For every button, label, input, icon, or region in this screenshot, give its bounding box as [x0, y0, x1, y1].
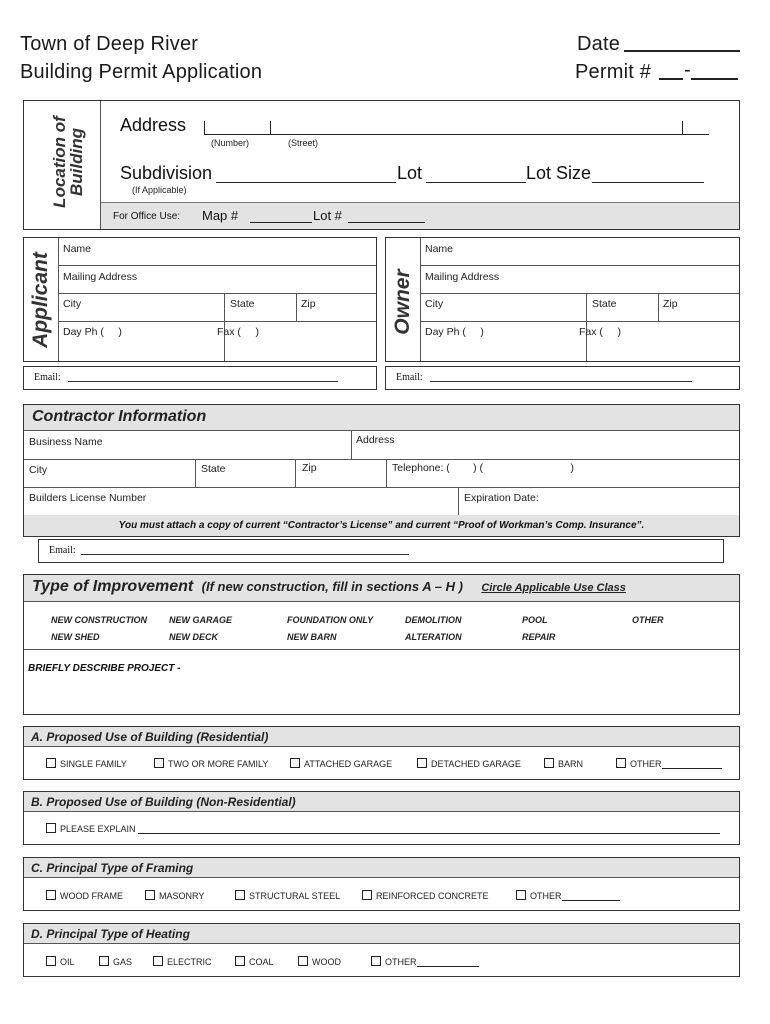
applicant-state-field[interactable]: State [230, 298, 255, 310]
owner-zip-field[interactable]: Zip [663, 298, 678, 310]
owner-email-field[interactable] [430, 371, 692, 382]
applicant-section [23, 237, 377, 362]
applicant-mailing-field[interactable]: Mailing Address [63, 271, 138, 283]
location-side-label: Location of [50, 116, 69, 208]
date-label: Date [577, 33, 621, 55]
describe-project-label: BRIEFLY DESCRIBE PROJECT - [28, 663, 181, 674]
contractor-email-field[interactable] [81, 544, 409, 555]
section-c [23, 857, 740, 911]
business-name-field[interactable]: Business Name [29, 436, 103, 448]
improvement-subtitle: (If new construction, fill in sections A – H ) [201, 579, 463, 594]
building-side-label: Building [67, 128, 86, 196]
checkbox-wood[interactable]: WOOD [298, 956, 341, 967]
checkbox-icon [616, 758, 626, 768]
owner-city-field[interactable]: City [425, 298, 444, 310]
owner-mailing-field[interactable]: Mailing Address [425, 271, 500, 283]
owner-fax-field[interactable]: Fax ( ) [579, 326, 621, 338]
checkbox-icon [153, 956, 163, 966]
applicant-email-field[interactable] [68, 371, 338, 382]
contractor-email-box [38, 539, 724, 563]
date-field[interactable] [624, 34, 740, 52]
number-caption: (Number) [211, 138, 250, 148]
checkbox-please-explain[interactable]: PLEASE EXPLAIN [46, 823, 720, 834]
checkbox-icon [371, 956, 381, 966]
opt-alteration[interactable]: ALTERATION [405, 632, 462, 642]
applicant-phone-field[interactable]: Day Ph ( ) [63, 326, 122, 338]
office-lot-field[interactable] [348, 209, 425, 223]
section-d-title: D. Principal Type of Heating [24, 924, 739, 944]
office-use-label: For Office Use: [113, 211, 181, 222]
improvement-header [24, 575, 739, 602]
location-section [23, 100, 740, 230]
checkbox-icon [362, 890, 372, 900]
opt-demolition[interactable]: DEMOLITION [405, 615, 462, 625]
owner-email-label: Email: [396, 372, 423, 383]
circle-use-class-label: Circle Applicable Use Class [481, 582, 626, 594]
contractor-section [23, 404, 740, 537]
subdivision-label: Subdivision [120, 163, 213, 183]
section-b-title: B. Proposed Use of Building (Non-Residential) [24, 792, 739, 812]
checkbox-icon [235, 890, 245, 900]
checkbox-detached-garage[interactable]: DETACHED GARAGE [417, 758, 521, 769]
subdivision-field[interactable] [216, 165, 396, 183]
section-a [23, 726, 740, 780]
if-applicable-caption: (If Applicable) [132, 185, 187, 195]
opt-repair[interactable]: REPAIR [522, 632, 556, 642]
permit-number-field-2[interactable] [691, 62, 738, 80]
applicant-name-field[interactable]: Name [63, 243, 92, 255]
checkbox-oil[interactable]: OIL [46, 956, 75, 967]
opt-new-shed[interactable]: NEW SHED [51, 632, 100, 642]
checkbox-structural-steel[interactable]: STRUCTURAL STEEL [235, 890, 340, 901]
checkbox-barn[interactable]: BARN [544, 758, 583, 769]
opt-new-barn[interactable]: NEW BARN [287, 632, 337, 642]
applicant-zip-field[interactable]: Zip [301, 298, 316, 310]
permit-number-field-1[interactable] [659, 62, 683, 80]
checkbox-wood-frame[interactable]: WOOD FRAME [46, 890, 123, 901]
checkbox-icon [417, 758, 427, 768]
checkbox-other-residential[interactable]: OTHER [616, 758, 722, 769]
checkbox-gas[interactable]: GAS [99, 956, 132, 967]
opt-new-deck[interactable]: NEW DECK [169, 632, 218, 642]
map-field[interactable] [250, 209, 312, 223]
license-notice: You must attach a copy of current “Contractor’s License” and current “Proof of Workman’s Comp. Insurance”. [24, 515, 739, 536]
checkbox-icon [290, 758, 300, 768]
checkbox-icon [235, 956, 245, 966]
applicant-side-label: Applicant [29, 252, 52, 348]
checkbox-icon [46, 758, 56, 768]
section-b [23, 791, 740, 845]
checkbox-icon [99, 956, 109, 966]
owner-side-label: Owner [391, 269, 414, 335]
applicant-fax-field[interactable]: Fax ( ) [217, 326, 259, 338]
owner-state-field[interactable]: State [592, 298, 617, 310]
permit-separator: - [684, 59, 691, 81]
applicant-email-label: Email: [34, 372, 61, 383]
town-title: Town of Deep River [20, 33, 199, 55]
opt-new-construction[interactable]: NEW CONSTRUCTION [51, 615, 147, 625]
checkbox-other-heating[interactable]: OTHER [371, 956, 479, 967]
checkbox-icon [544, 758, 554, 768]
checkbox-attached-garage[interactable]: ATTACHED GARAGE [290, 758, 392, 769]
checkbox-icon [154, 758, 164, 768]
checkbox-icon [46, 890, 56, 900]
opt-new-garage[interactable]: NEW GARAGE [169, 615, 232, 625]
contractor-email-label: Email: [49, 545, 76, 556]
permit-label: Permit # [575, 61, 652, 83]
expiration-date-field[interactable]: Expiration Date: [464, 492, 539, 504]
contractor-city-field[interactable]: City [29, 464, 48, 476]
improvement-title: Type of Improvement [32, 578, 194, 595]
owner-name-field[interactable]: Name [425, 243, 454, 255]
checkbox-other-framing[interactable]: OTHER [516, 890, 620, 901]
checkbox-icon [46, 823, 56, 833]
checkbox-icon [516, 890, 526, 900]
section-c-title: C. Principal Type of Framing [24, 858, 739, 878]
lot-size-label: Lot Size [526, 163, 592, 183]
opt-other[interactable]: OTHER [632, 615, 664, 625]
applicant-email-box [23, 366, 377, 390]
address-label: Address [120, 115, 187, 135]
checkbox-icon [298, 956, 308, 966]
address-field[interactable] [204, 121, 709, 135]
contractor-state-field[interactable]: State [201, 463, 226, 475]
contractor-telephone-field[interactable]: Telephone: ( ) ( ) [392, 462, 575, 474]
checkbox-reinforced-concrete[interactable]: REINFORCED CONCRETE [362, 890, 489, 901]
checkbox-electric[interactable]: ELECTRIC [153, 956, 212, 967]
street-caption: (Street) [288, 138, 319, 148]
owner-phone-field[interactable]: Day Ph ( ) [425, 326, 484, 338]
section-a-title: A. Proposed Use of Building (Residential) [24, 727, 739, 747]
checkbox-icon [145, 890, 155, 900]
checkbox-single-family[interactable]: SINGLE FAMILY [46, 758, 127, 769]
contractor-title: Contractor Information [24, 405, 739, 431]
contractor-zip-field[interactable]: Zip [302, 462, 317, 474]
applicant-city-field[interactable]: City [63, 298, 82, 310]
office-use-strip [101, 202, 739, 229]
owner-section [385, 237, 740, 362]
opt-foundation-only[interactable]: FOUNDATION ONLY [287, 615, 374, 625]
section-d [23, 923, 740, 977]
office-lot-label: Lot # [313, 208, 342, 223]
owner-email-box [385, 366, 740, 390]
lot-size-field[interactable] [592, 165, 704, 183]
checkbox-two-or-more-family[interactable]: TWO OR MORE FAMILY [154, 758, 268, 769]
map-label: Map # [202, 208, 239, 223]
checkbox-coal[interactable]: COAL [235, 956, 274, 967]
lot-field[interactable] [426, 165, 526, 183]
describe-project-field[interactable] [24, 679, 739, 714]
contractor-address-field[interactable]: Address [356, 434, 395, 446]
form-title: Building Permit Application [20, 61, 263, 83]
checkbox-masonry[interactable]: MASONRY [145, 890, 204, 901]
checkbox-icon [46, 956, 56, 966]
license-number-field[interactable]: Builders License Number [29, 492, 147, 504]
lot-label: Lot [397, 163, 423, 183]
opt-pool[interactable]: POOL [522, 615, 548, 625]
improvement-section [23, 574, 740, 715]
